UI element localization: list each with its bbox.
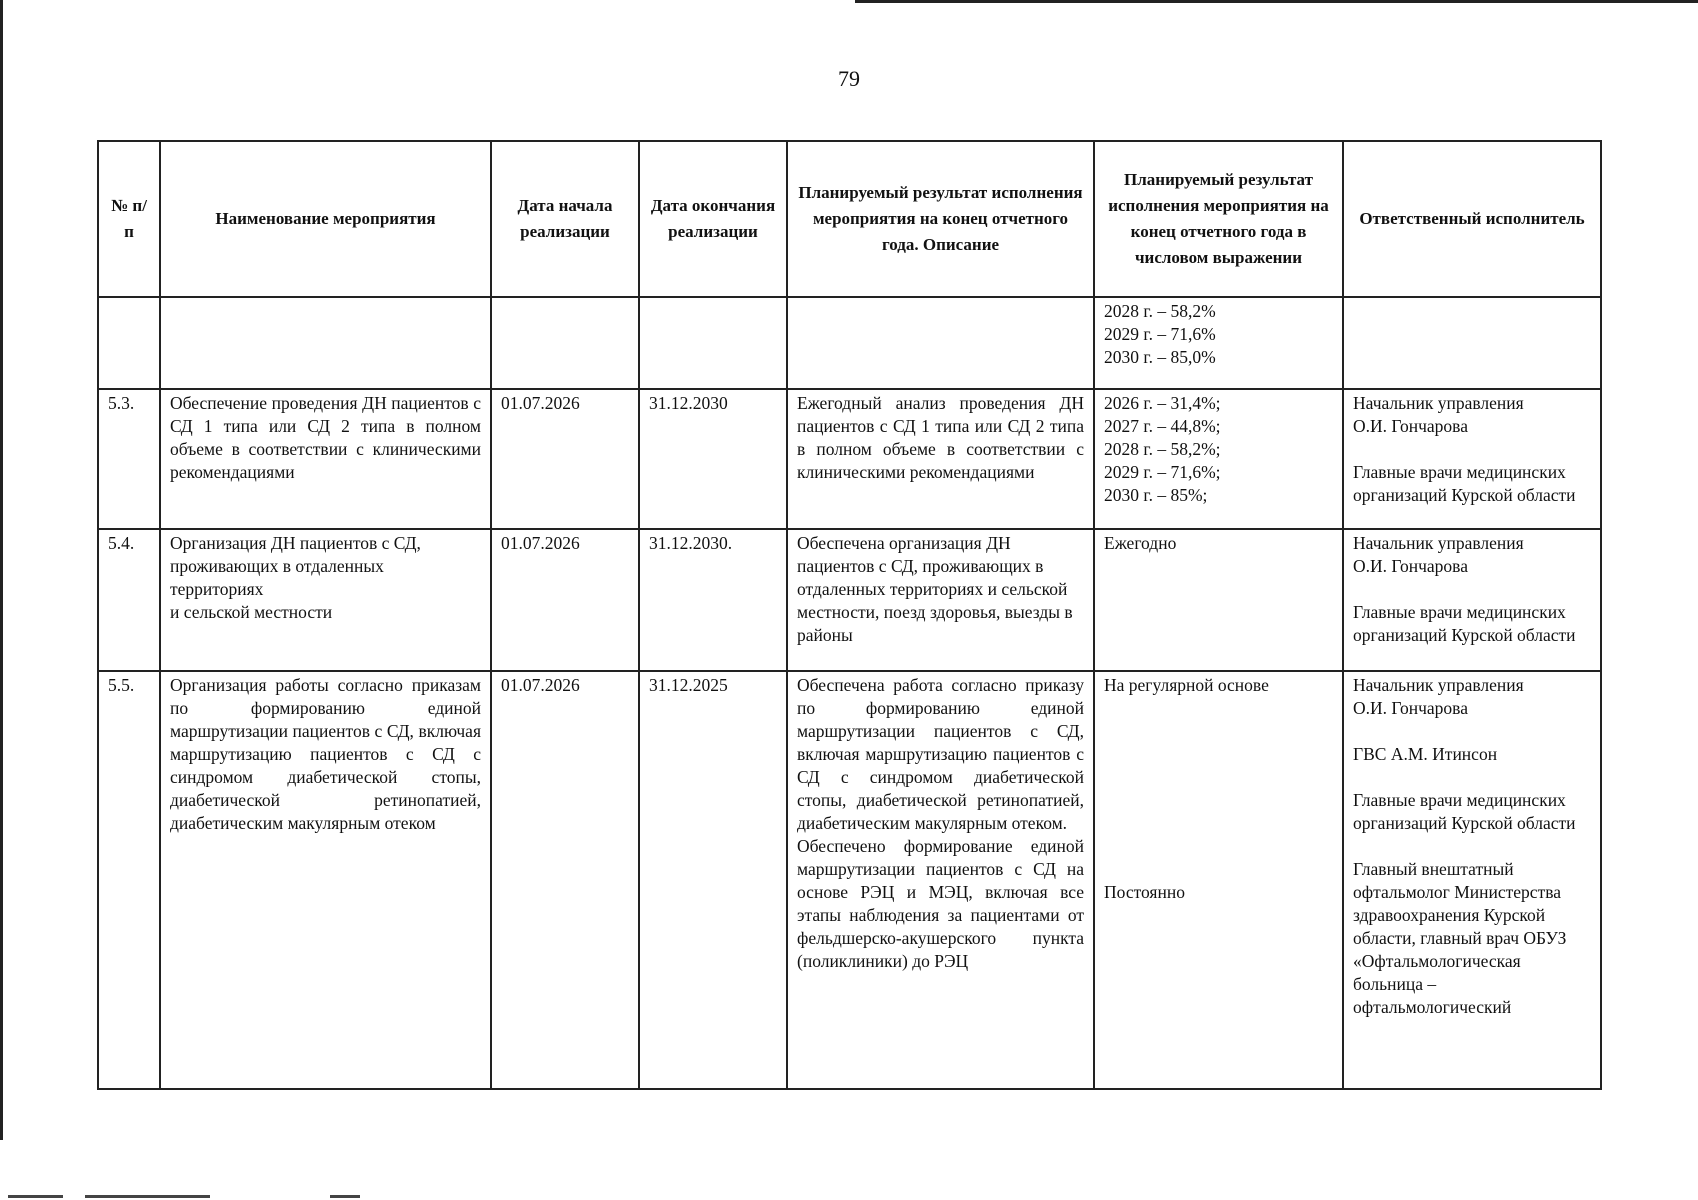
table-row-continuation	[98, 297, 1601, 389]
responsible: Начальник управления О.И. Гончарова Главные врачи медицинских организаций Курской области	[1343, 529, 1601, 671]
scan-edge-top	[855, 0, 1698, 3]
table-header-row	[98, 141, 1601, 297]
responsible: Начальник управления О.И. Гончарова ГВС А.М. Итинсон Главные врачи медицинских организаций Курской области Главный внештатный офтальмолог Министерства здравоохранения Курской области, главный врач ОБУЗ «Офтальмологическая больница – офтальмологический	[1343, 671, 1601, 1089]
page-number: 79	[838, 66, 860, 91]
header-start-date: Дата начала реализации	[491, 141, 639, 297]
end-date: 31.12.2030	[639, 389, 787, 529]
result-values: 2026 г. – 31,4%; 2027 г. – 44,8%; 2028 г. – 58,2%; 2029 г. – 71,6%; 2030 г. – 85%;	[1094, 389, 1343, 529]
end-date: 31.12.2030.	[639, 529, 787, 671]
start-date: 01.07.2026	[491, 389, 639, 529]
header-number: № п/п	[98, 141, 160, 297]
activity-name: Организация ДН пациентов с СД, проживающих в отдаленных территориях и сельской местности	[160, 529, 491, 671]
table-row-5-5	[98, 671, 1601, 1089]
header-responsible: Ответственный исполнитель	[1343, 141, 1601, 297]
result-description: Обеспечена организация ДН пациентов с СД, проживающих в отдаленных территориях и сельской местности, поезд здоровья, выезды в районы	[787, 529, 1094, 671]
start-date: 01.07.2026	[491, 529, 639, 671]
result-value: На регулярной основе Постоянно	[1094, 671, 1343, 1089]
end-date: 31.12.2025	[639, 671, 787, 1089]
table-row-5-4	[98, 529, 1601, 671]
activities-table	[97, 140, 1602, 1090]
scan-bottom-marks	[0, 1195, 400, 1198]
activity-name: Обеспечение проведения ДН пациентов с СД 1 типа или СД 2 типа в полном объеме в соответствии с клиническими рекомендациями	[160, 389, 491, 529]
activity-name: Организация работы согласно приказам по формированию единой маршрутизации пациентов с СД, включая маршрутизацию пациентов с СД с синдромом диабетической стопы, диабетической ретинопатией, диабетическим макулярным отеком	[160, 671, 491, 1089]
header-end-date: Дата окончания реализации	[639, 141, 787, 297]
result-values: 2028 г. – 58,2% 2029 г. – 71,6% 2030 г. – 85,0%	[1094, 297, 1343, 389]
row-number: 5.4.	[98, 529, 160, 671]
result-description: Обеспечена работа согласно приказу по формированию единой маршрутизации пациентов с СД, включая маршрутизацию пациентов с СД с синдромом диабетической стопы, диабетической ретинопатией, диабетическим макулярным отеком. Обеспечено формирование единой маршрутизации пациентов с СД на основе РЭЦ и МЭЦ, включая все этапы наблюдения за пациентами от фельдшерско-акушерского пункта (поликлиники) до РЭЦ	[787, 671, 1094, 1089]
header-activity-name: Наименование мероприятия	[160, 141, 491, 297]
row-number: 5.3.	[98, 389, 160, 529]
header-result-description: Планируемый результат исполнения мероприятия на конец отчетного года. Описание	[787, 141, 1094, 297]
row-number: 5.5.	[98, 671, 160, 1089]
result-value: Ежегодно	[1094, 529, 1343, 671]
start-date: 01.07.2026	[491, 671, 639, 1089]
header-result-value: Планируемый результат исполнения мероприятия на конец отчетного года в числовом выражении	[1094, 141, 1343, 297]
result-description: Ежегодный анализ проведения ДН пациентов с СД 1 типа или СД 2 типа в полном объеме в соответствии с клиническими рекомендациями	[787, 389, 1094, 529]
table-row-5-3	[98, 389, 1601, 529]
scan-edge-left	[0, 0, 3, 1140]
responsible: Начальник управления О.И. Гончарова Главные врачи медицинских организаций Курской области	[1343, 389, 1601, 529]
